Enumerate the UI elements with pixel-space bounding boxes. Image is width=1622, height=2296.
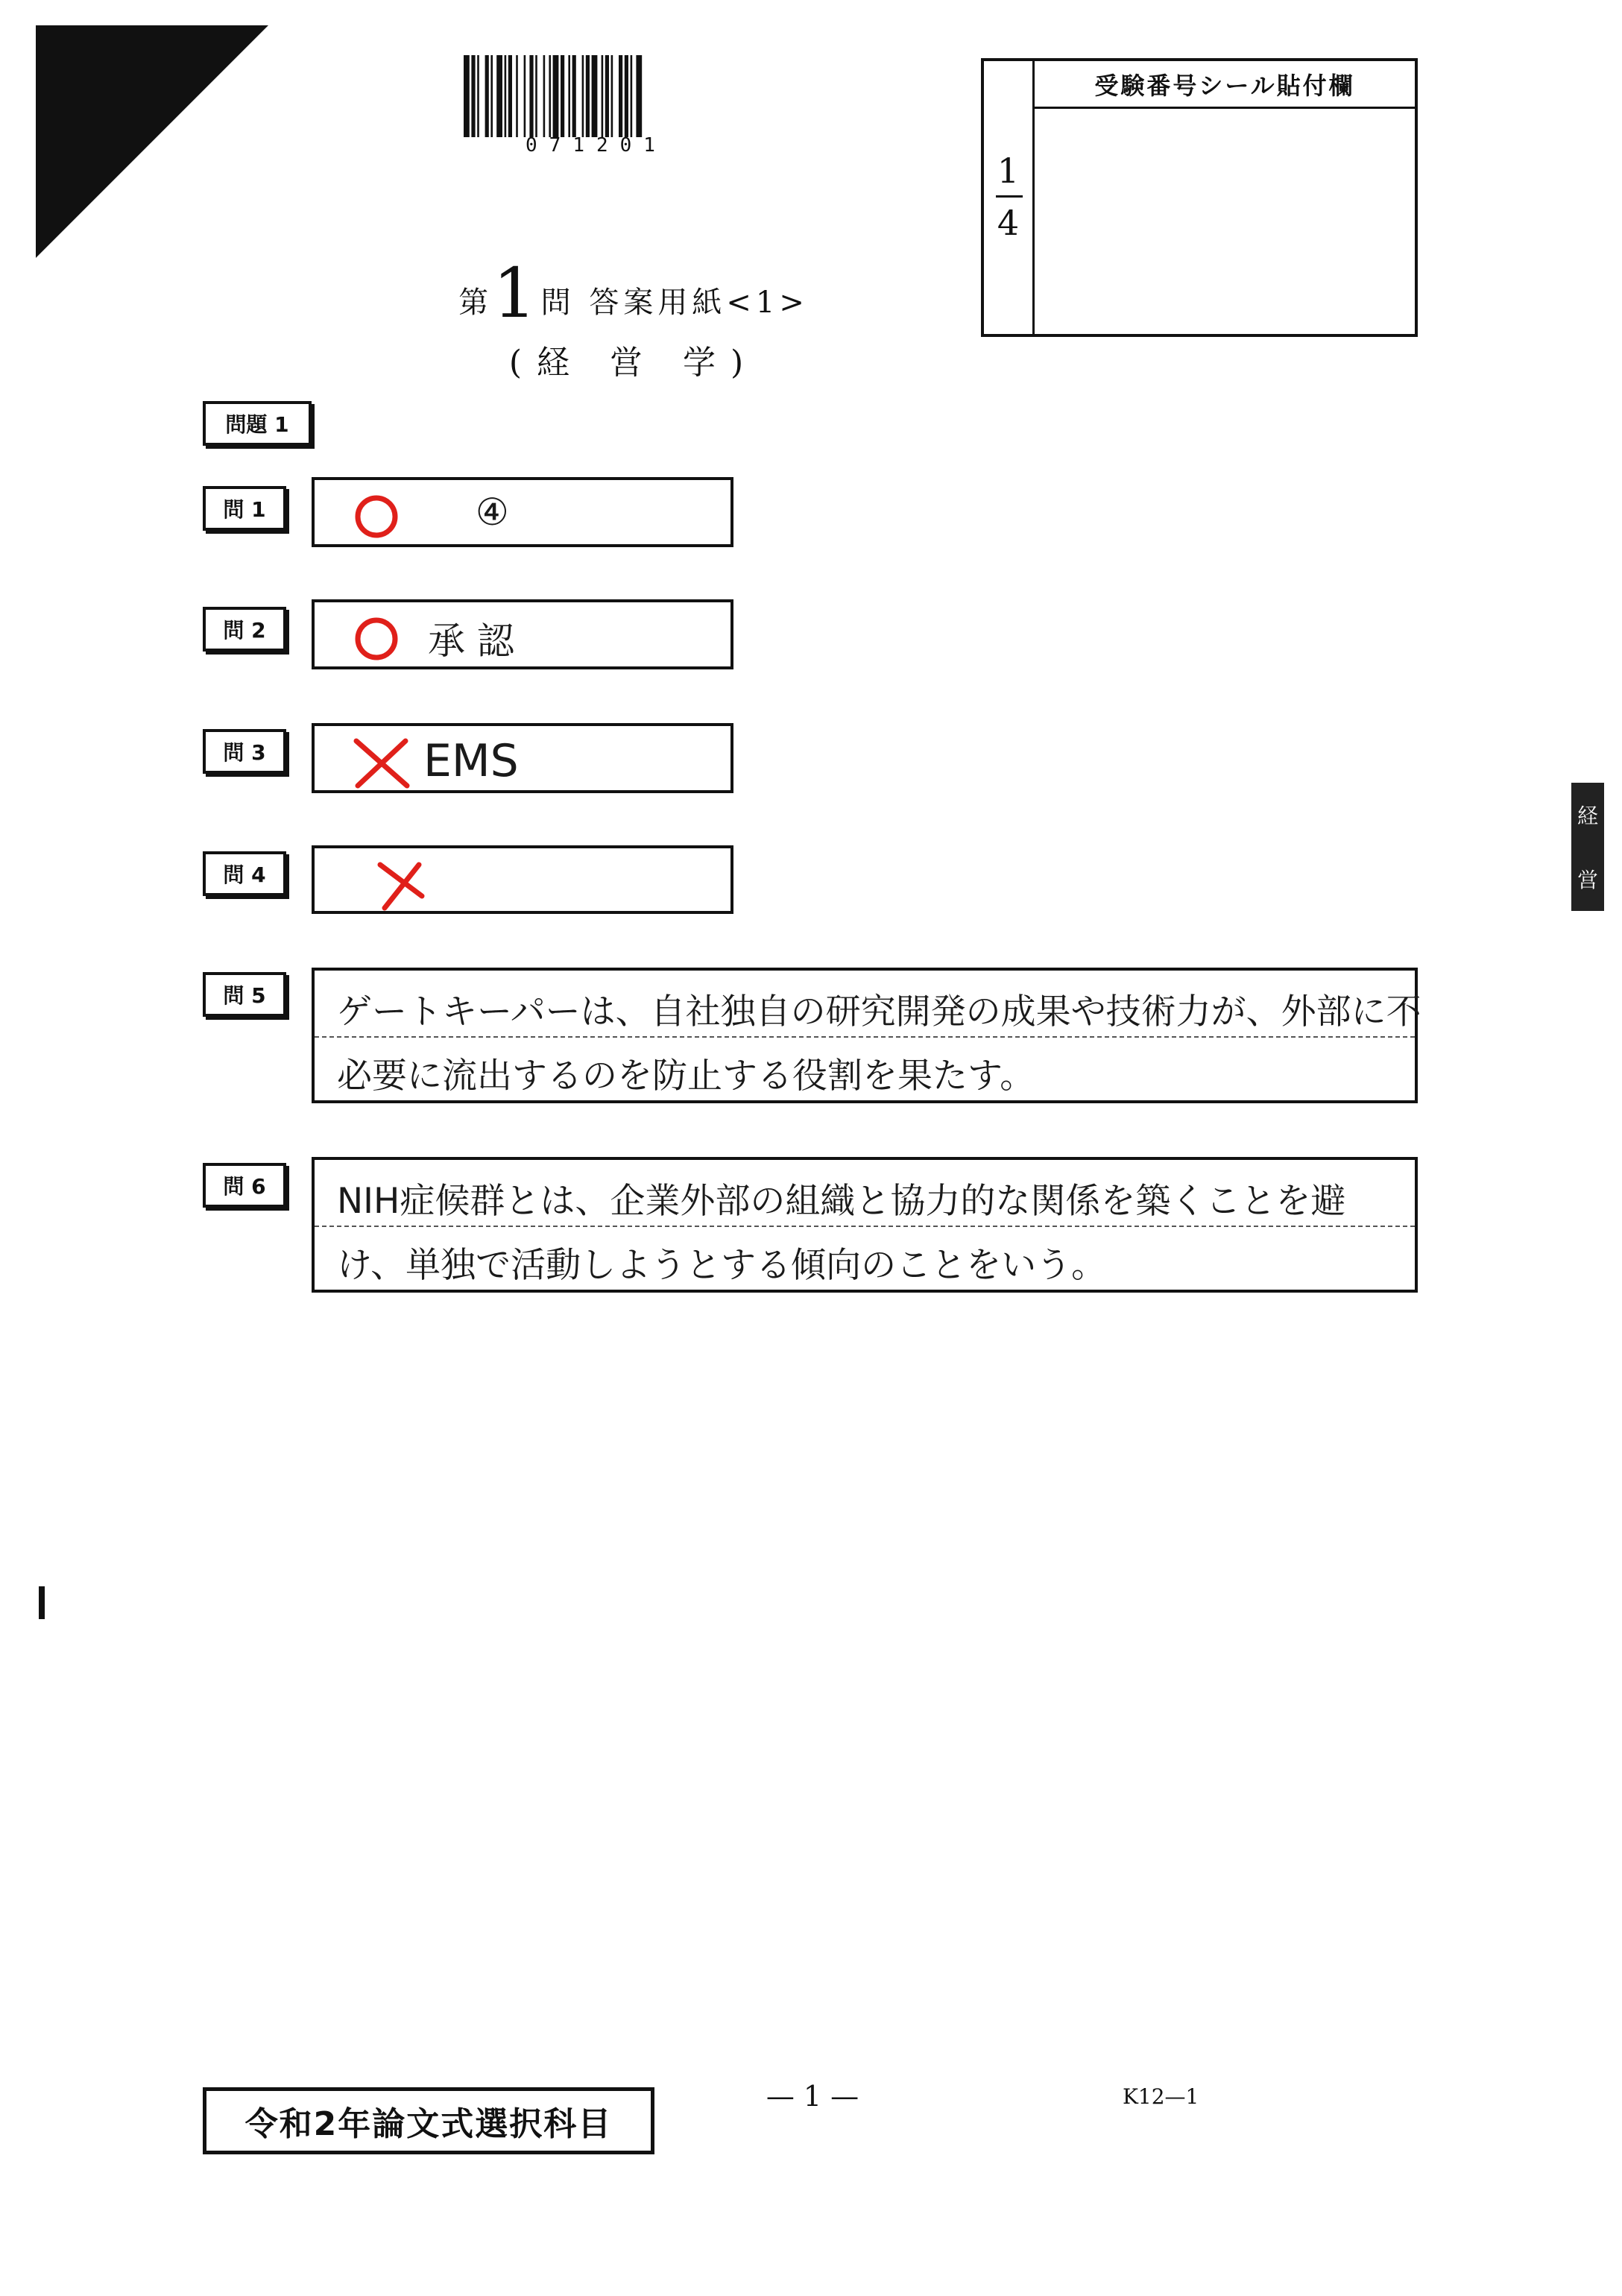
incorrect-cross-mark: [352, 737, 411, 790]
page-denominator: 4: [997, 203, 1020, 243]
barcode-bar: [625, 55, 628, 137]
problem-label: 問題 1: [203, 401, 312, 446]
barcode-bar: [582, 55, 584, 137]
side-tab-char-2: 営: [1577, 868, 1598, 892]
question-2-label: 問 2: [203, 607, 286, 652]
title-suffix: 問 答案用紙<1>: [540, 286, 809, 320]
barcode-bar: [496, 55, 502, 137]
barcode-bar: [471, 55, 475, 137]
side-tab-char-1: 経: [1577, 804, 1598, 828]
page-fraction: [984, 61, 1035, 334]
barcode-bar: [572, 55, 576, 137]
barcode-bar: [561, 55, 564, 137]
barcode-bar: [568, 55, 570, 137]
title-prefix: 第: [458, 286, 493, 320]
page-title: [403, 253, 865, 333]
question-2-answer: 承 認: [428, 619, 514, 663]
incorrect-cross-mark: [374, 859, 428, 912]
corner-registration-mark: [36, 25, 268, 258]
subject-subtitle: (経 営 学): [508, 344, 759, 382]
barcode-bar: [636, 55, 642, 137]
question-6-answer-line-1: NIH症候群とは、企業外部の組織と協力的な関係を築くことを避: [337, 1181, 1346, 1222]
barcode-bar: [524, 55, 526, 137]
barcode-bar: [549, 55, 551, 137]
barcode-bar: [485, 55, 489, 137]
barcode-bar: [535, 55, 537, 137]
question-4-answer-box: [312, 845, 733, 914]
subject-side-tab: [1571, 783, 1604, 911]
barcode-bar: [592, 55, 598, 137]
barcode: [462, 55, 730, 137]
barcode-bar: [529, 55, 533, 137]
ruled-line: [315, 1226, 1415, 1227]
seal-box: [981, 58, 1418, 337]
barcode-bar: [477, 55, 479, 137]
barcode-bar: [602, 55, 604, 137]
barcode-bar: [605, 55, 609, 137]
barcode-bar: [543, 55, 546, 137]
question-6-answer-line-2: け、単独で活動しようとする傾向のことをいう。: [337, 1245, 1107, 1286]
fraction-line: [996, 195, 1023, 198]
barcode-bar: [553, 55, 559, 137]
page-numerator: 1: [997, 151, 1020, 191]
question-4-label: 問 4: [203, 851, 286, 896]
question-3-answer-box: [312, 723, 733, 793]
question-1-answer-box: [312, 477, 733, 547]
exam-name-box: 令和2年論文式選択科目: [203, 2087, 654, 2154]
barcode-number: 071201: [526, 134, 667, 157]
question-3-answer: EMS: [423, 735, 519, 787]
document-code: K12—1: [1123, 2084, 1199, 2109]
barcode-bar: [505, 55, 507, 137]
barcode-bar: [508, 55, 512, 137]
question-5-label: 問 5: [203, 972, 286, 1017]
question-6-answer-box: [312, 1157, 1418, 1293]
question-6-label: 問 6: [203, 1163, 286, 1208]
question-1-label: 問 1: [203, 486, 286, 531]
barcode-bar: [631, 55, 633, 137]
title-number: 1: [493, 253, 541, 333]
question-5-answer-box: [312, 968, 1421, 1103]
seal-label: 受験番号シール貼付欄: [1035, 61, 1415, 109]
barcode-bar: [619, 55, 622, 137]
barcode-bar: [464, 55, 470, 137]
question-2-answer-box: [312, 599, 733, 669]
barcode-bar: [490, 55, 493, 137]
barcode-bar: [586, 55, 590, 137]
correct-circle-mark: [353, 493, 400, 540]
question-5-answer-line-2: 必要に流出するのを防止する役割を果たす。: [337, 1056, 1035, 1097]
question-5-answer-line-1: ゲートキーパーは、自社独自の研究開発の成果や技術力が、外部に不: [337, 991, 1421, 1032]
barcode-bar: [611, 55, 613, 137]
correct-circle-mark: [353, 616, 400, 662]
page-number: — 1 —: [766, 2080, 859, 2113]
barcode-bar: [516, 55, 518, 137]
ruled-line: [315, 1036, 1415, 1038]
left-registration-mark: [39, 1586, 45, 1619]
question-1-answer: ④: [476, 491, 509, 534]
question-3-label: 問 3: [203, 729, 286, 774]
